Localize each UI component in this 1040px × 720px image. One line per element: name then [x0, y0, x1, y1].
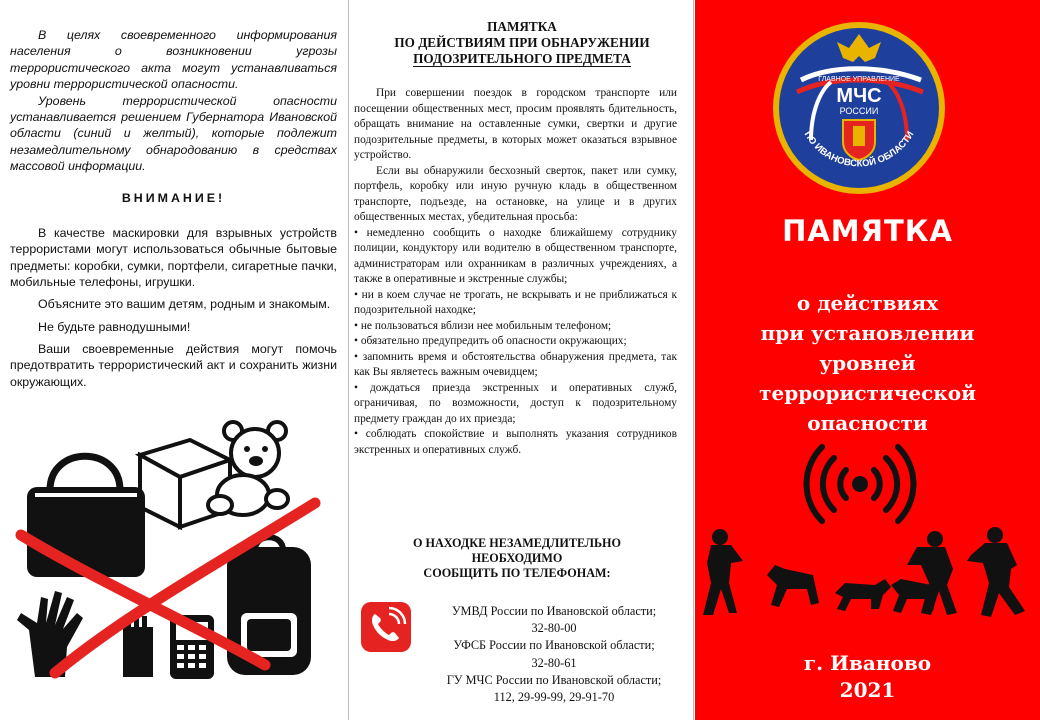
contact-list — [419, 603, 689, 706]
cover-city: г. Иваново — [803, 651, 932, 675]
left-panel — [0, 0, 347, 720]
soldier-silhouette-icon — [703, 529, 743, 615]
emblem-mchs-text: МЧС — [836, 85, 882, 107]
cover-title: ПАМЯТКА — [782, 214, 953, 248]
left-panel-text — [10, 27, 337, 390]
cover-subtitle-line-3: уровней — [819, 351, 916, 375]
contact-phone: 112, 29-99-99, 29-91-70 — [493, 690, 615, 705]
attention-heading: ВНИМАНИЕ! — [121, 191, 226, 206]
memo-title — [349, 19, 695, 67]
handbag-icon — [27, 456, 145, 577]
contact-org: УФСБ России по Ивановской области; — [453, 638, 655, 653]
emblem-bottom-text: ПО ИВАНОВСКОЙ ОБЛАСТИ — [801, 129, 917, 170]
memo-title-line-2: ПО ДЕЙСТВИЯМ ПРИ ОБНАРУЖЕНИИ — [394, 34, 650, 50]
bullet-item: • немедленно сообщить о находке ближайшему сотруднику полиции, кондуктору или водителю в общественном транспорте, администраторам или охранникам в различных учреждениях, а также в оперативные и экстренные службы; — [354, 226, 677, 285]
cover-panel — [695, 0, 1040, 720]
mchs-emblem-logo — [771, 20, 947, 196]
bullet-item: • соблюдать спокойствие и выполнять указания сотрудников экстренных и оперативных служб. — [354, 428, 677, 456]
signal-waves-icon — [798, 443, 922, 525]
bullet-item: • запомнить время и обстоятельства обнаружения предмета, так как Вы являетесь важным очевидцем; — [354, 350, 677, 378]
contact-org: УМВД России по Ивановской области; — [451, 604, 657, 618]
soldier-silhouette-icon — [967, 527, 1025, 617]
cover-subtitle-line-2: при установлении — [760, 321, 975, 345]
cover-subtitle-line-1: о действиях — [796, 291, 939, 315]
memo-title-line-1: ПАМЯТКА — [487, 19, 557, 34]
phone-call-icon — [361, 602, 411, 652]
dog-silhouette-icon — [835, 579, 891, 611]
bullet-item: • дождаться приезда экстренных и оперативных служб, ограничивая, по возможности, доступ к подозрительному предмету граждан до их приезда; — [354, 381, 677, 425]
soldier-silhouette-icon — [907, 531, 957, 615]
contact-org: ГУ МЧС России по Ивановской области; — [446, 672, 662, 687]
cover-year: 2021 — [839, 678, 896, 702]
intro-paragraph-1: В целях своевременного информирования населения о возникновении угрозы террористического акта могут устанавливаться уровни террористической опасности. — [10, 28, 337, 92]
timely-actions-paragraph: Ваши своевременные действия могут помочь предотвратить террористический акт и сохранить жизни окружающих. — [10, 342, 337, 389]
dont-be-indifferent: Не будьте равнодушными! — [38, 319, 191, 334]
dog-silhouette-icon — [767, 565, 819, 607]
ivanovo-coat-of-arms-icon — [843, 120, 875, 160]
suspicious-items-illustration — [15, 415, 335, 685]
vigilance-paragraph: При совершении поездок в городском транспорте или посещении общественных мест, просим проявлять бдительность, обращать внимание на оставленные сумки, свертки и другие подозрительные предметы, в которых может оказаться взрывное устройство. — [354, 87, 677, 161]
memo-title-line-3: ПОДОЗРИТЕЛЬНОГО ПРЕДМЕТА — [413, 50, 631, 66]
report-heading-line-2: НЕОБХОДИМО — [471, 550, 563, 565]
middle-panel — [348, 0, 694, 720]
report-heading-line-1: О НАХОДКЕ НЕЗАМЕДЛИТЕЛЬНО — [412, 536, 622, 550]
intro-paragraph-2: Уровень террористической опасности устанавливается решением Губернатора Ивановской области (синий и желтый), которые подлежит незамедлительному обнародованию в средствах массовой информации. — [10, 93, 337, 173]
disguise-paragraph: В качестве маскировки для взрывных устройств террористами могут использоваться обычные бытовые предметы: коробки, сумки, портфели, сигаретные пачки, мобильные телефоны, игрушки. — [10, 225, 337, 289]
cover-subtitle-line-4: террористической — [759, 381, 976, 405]
if-found-paragraph: Если вы обнаружили бесхозный сверток, пакет или сумку, портфель, коробку или иную ручную кладь в общественном транспорте, подъезде, на остановке, на улице и в других общественных местах, убедительная просьба: — [354, 164, 677, 223]
report-heading-line-3: СООБЩИТЬ ПО ТЕЛЕФОНАМ: — [423, 565, 611, 580]
cover-footer — [695, 650, 1040, 704]
memo-body — [354, 86, 677, 458]
contact-phone: 32-80-61 — [531, 655, 577, 670]
cover-subtitle-line-5: опасности — [807, 411, 928, 435]
emblem-russia-text: РОССИИ — [839, 106, 879, 116]
bullet-item: • ни в коем случае не трогать, не вскрывать и не приближаться к подозрительной находке; — [354, 288, 677, 316]
bullet-item: • обязательно предупредить об опасности окружающих; — [354, 335, 627, 347]
emblem-top-text: ГЛАВНОЕ УПРАВЛЕНИЕ — [818, 76, 900, 83]
bullet-item: • не пользоваться вблизи нее мобильным телефоном; — [354, 319, 612, 332]
contact-phone: 32-80-00 — [531, 621, 577, 636]
security-forces-silhouettes — [695, 525, 1040, 625]
report-heading — [349, 536, 685, 581]
cover-subtitle — [695, 288, 1040, 438]
explain-paragraph: Объясните это вашим детям, родным и знакомым. — [38, 297, 331, 312]
